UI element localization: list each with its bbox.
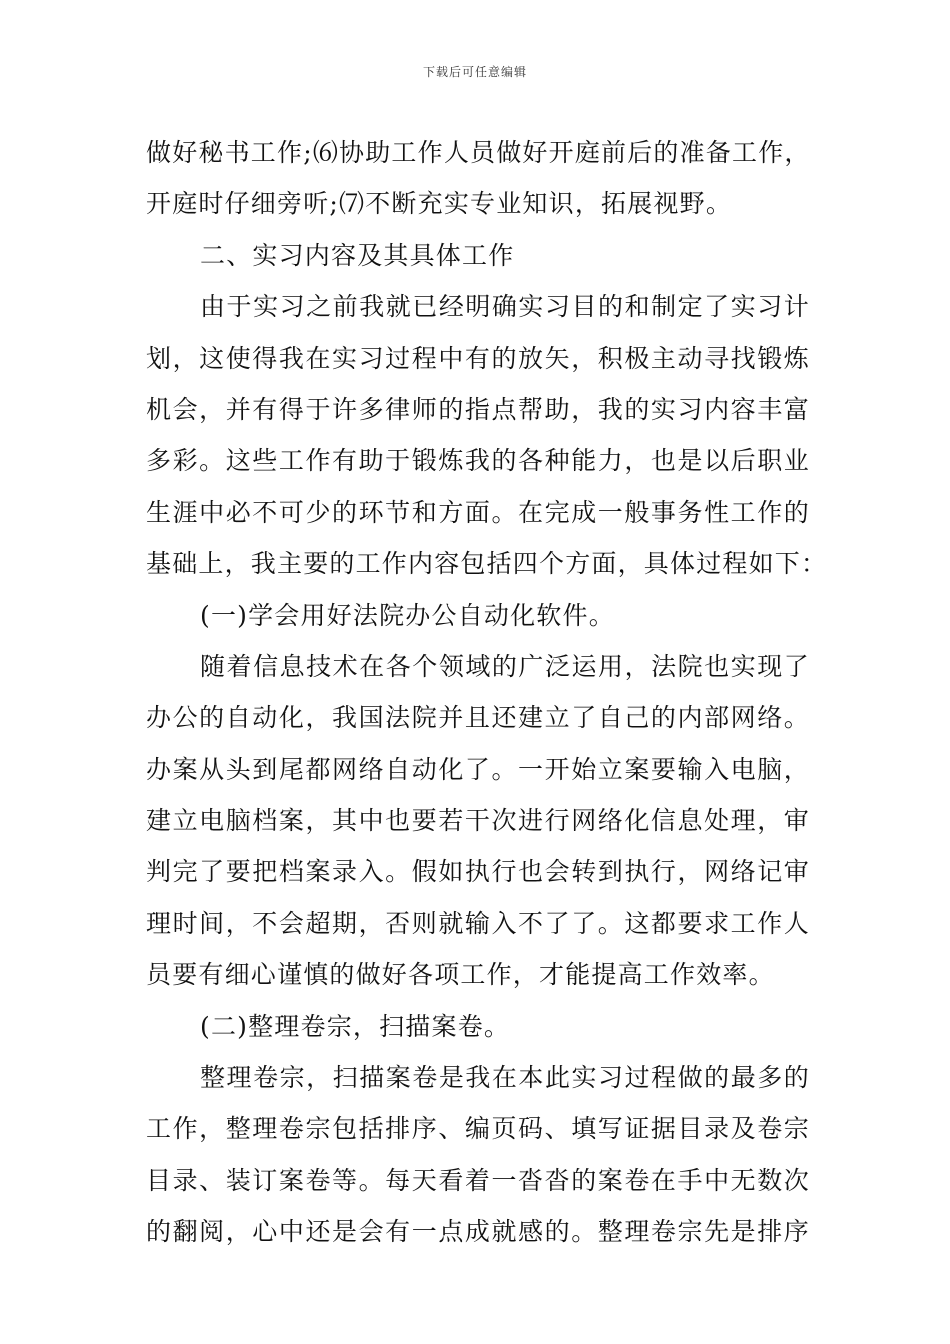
page-header: 下载后可任意编辑: [422, 65, 527, 79]
document-body: [146, 127, 828, 1258]
text-line: 工作，整理卷宗包括排序、编页码、填写证据目录及卷宗: [146, 1114, 810, 1144]
text-line: 基础上，我主要的工作内容包括四个方面，具体过程如下：: [146, 549, 828, 579]
text-line: 目录、装订案卷等。每天看着一沓沓的案卷在手中无数次: [146, 1165, 810, 1195]
text-line: 判完了要把档案录入。假如执行也会转到执行，网络记审: [146, 857, 810, 887]
text-line: 划，这使得我在实习过程中有的放矢，积极主动寻找锻炼: [146, 343, 810, 373]
text-line: 多彩。这些工作有助于锻炼我的各种能力，也是以后职业: [146, 446, 810, 476]
subsection-heading: (一)学会用好法院办公自动化软件。: [200, 600, 615, 630]
text-line: 机会，并有得于许多律师的指点帮助，我的实习内容丰富: [146, 394, 810, 424]
text-line: 整理卷宗，扫描案卷是我在本此实习过程做的最多的: [200, 1063, 810, 1093]
text-line: 办公的自动化，我国法院并且还建立了自己的内部网络。: [146, 703, 810, 733]
text-line: 由于实习之前我就已经明确实习目的和制定了实习计: [200, 292, 810, 322]
text-line: 理时间，不会超期，否则就输入不了了。这都要求工作人: [146, 908, 810, 938]
section-heading: 二、实习内容及其具体工作: [200, 240, 515, 270]
text-line: 办案从头到尾都网络自动化了。一开始立案要输入电脑，: [146, 754, 810, 784]
text-line: 建立电脑档案，其中也要若干次进行网络化信息处理，审: [146, 806, 810, 836]
text-line: 做好秘书工作;⑹协助工作人员做好开庭前后的准备工作，: [146, 138, 811, 167]
text-line: 员要有细心谨慎的做好各项工作，才能提高工作效率。: [146, 960, 775, 990]
text-line: 随着信息技术在各个领域的广泛运用，法院也实现了: [200, 651, 810, 681]
text-line: 的翻阅，心中还是会有一点成就感的。整理卷宗先是排序: [146, 1217, 810, 1247]
subsection-heading: (二)整理卷宗，扫描案卷。: [200, 1011, 511, 1041]
text-line: 开庭时仔细旁听;⑺不断充实专业知识，拓展视野。: [146, 189, 733, 219]
text-line: 生涯中必不可少的环节和方面。在完成一般事务性工作的: [146, 497, 810, 527]
